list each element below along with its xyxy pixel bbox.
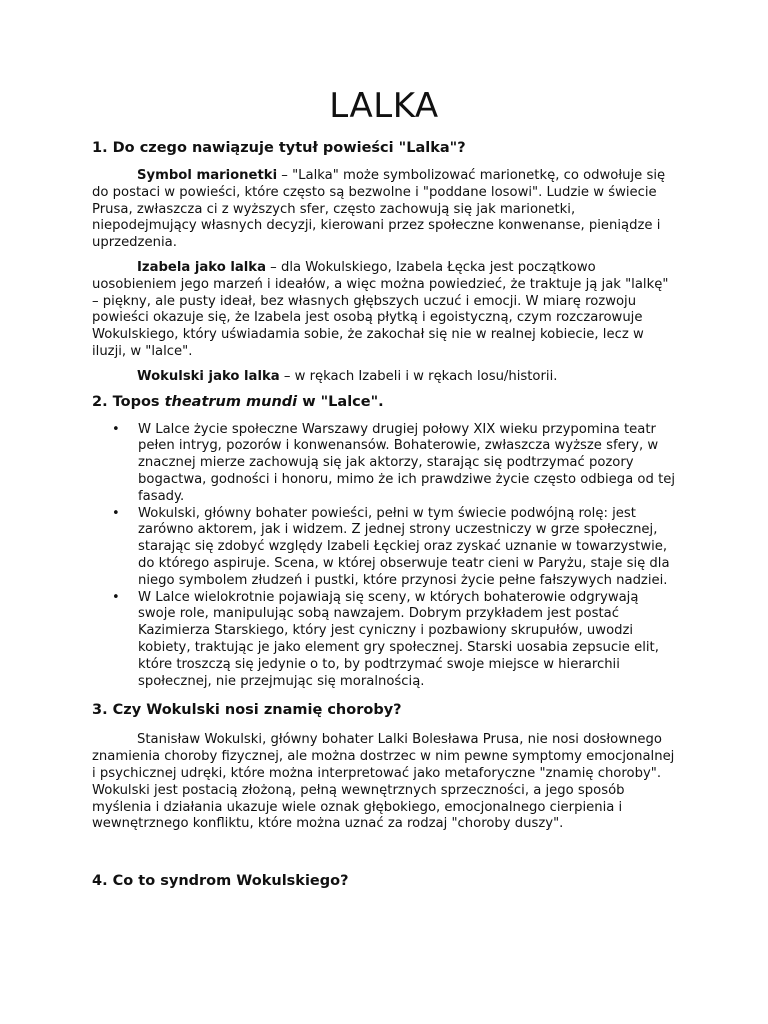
list-item-text: W Lalce życie społeczne Warszawy drugiej połowy XIX wieku przypomina teatr pełen intryg, pozorów i konwenansów. Bohaterowie, zwłaszcza wyższe sfery, w znacznej mierze zachowują się jak aktorzy, starając się podtrzymać pozory bogactwa, godności i honoru, mimo że ich prawdziwe życie często odbiega od tej fasady. [138, 421, 676, 504]
list-item [92, 422, 676, 506]
paragraph-1-lead: Symbol marionetki [137, 168, 278, 183]
theatrum-mundi-list [92, 422, 676, 691]
section-2-heading [92, 392, 676, 412]
section-1-paragraph-2 [92, 260, 676, 361]
section-3-heading: 3. Czy Wokulski nosi znamię choroby? [92, 702, 402, 719]
bullet-icon: • [112, 421, 120, 437]
section-1-paragraph-1 [92, 168, 676, 252]
list-item-text: Wokulski, główny bohater powieści, pełni w tym świecie podwójną rolę: jest zarówno aktorem, jak i widzem. Z jednej strony uczestniczy w grze społecznej, starając się zdobyć względy Izabeli Łęckiej oraz zyskać uznanie w towarzystwie, do którego aspiruje. Scena, w której obserwuje teatr cieni w Paryżu, staje się dla niego symbolem złudzeń i pustki, które przynosi życie pełne fałszywych nadziei. [138, 505, 670, 588]
paragraph-3-lead: Wokulski jako lalka [137, 368, 280, 384]
paragraph-1-text: – "Lalka" może symbolizować marionetkę, co odwołuje się do postaci w powieści, które często są bezwolne i "poddane losowi". Ludzie w świecie Prusa, zwłaszcza ci z wyższych sfer, często zachowują się jak marionetki, niepodejmujący własnych decyzji, kierowani przez społeczne konwenanse, pieniądze i uprzedzenia. [92, 168, 666, 251]
section-2-heading-pre: 2. Topos [92, 393, 165, 410]
paragraph-2-lead: Izabela jako lalka [137, 259, 266, 275]
list-item [92, 506, 676, 590]
bullet-icon: • [112, 589, 120, 605]
paragraph-2-text: – dla Wokulskiego, Izabela Łęcka jest początkowo uosobieniem jego marzeń i ideałów, a więc można powiedzieć, że traktuje ją jak "lalkę" – piękny, ale pusty ideał, bez własnych głębszych uczuć i emocji. W miarę rozwoju powieści okazuje się, że Izabela jest osobą płytką i egoistyczną, czym rozczarowuje Wokulskiego, który uświadamia sobie, że zakochał się nie w realnej kobiecie, lecz w iluzji, w "lalce". [92, 259, 669, 359]
section-1-paragraph-3 [92, 369, 676, 386]
document-title: LALKA [329, 86, 439, 126]
section-4-heading: 4. Co to syndrom Wokulskiego? [92, 873, 349, 890]
paragraph-3-text: – w rękach Izabeli i w rękach losu/historii. [279, 368, 558, 384]
list-item [92, 590, 676, 691]
section-1-heading: 1. Do czego nawiązuje tytuł powieści "Lalka"? [92, 140, 466, 156]
list-item-text: W Lalce wielokrotnie pojawiają się sceny, w których bohaterowie odgrywają swoje role, manipulując sobą nawzajem. Dobrym przykładem jest postać Kazimierza Starskiego, który jest cyniczny i pozbawiony skrupułów, uwodzi kobiety, traktując je jako element gry społecznej. Starski uosabia zepsucie elit, które troszczą się jedynie o to, by podtrzymać swoje miejsce w hierarchii społecznej, nie przejmując się moralnością. [138, 589, 659, 689]
bullet-icon: • [112, 505, 120, 521]
section-3-paragraph: Stanisław Wokulski, główny bohater Lalki Bolesława Prusa, nie nosi dosłownego znamienia choroby fizycznej, ale można dostrzec w nim pewne symptomy emocjonalnej i psychicznej udręki, które można interpretować jako metaforyczne "znamię choroby". Wokulski jest postacią złożoną, pełną wewnętrznych sprzeczności, a jego sposób myślenia i działania ukazuje wiele oznak głębokiego, emocjonalnego cierpienia i wewnętrznego konfliktu, które można uznać za rodzaj "choroby duszy". [92, 732, 675, 832]
section-2-heading-post: w "Lalce". [297, 393, 384, 410]
section-2-heading-italic: theatrum mundi [164, 393, 298, 410]
